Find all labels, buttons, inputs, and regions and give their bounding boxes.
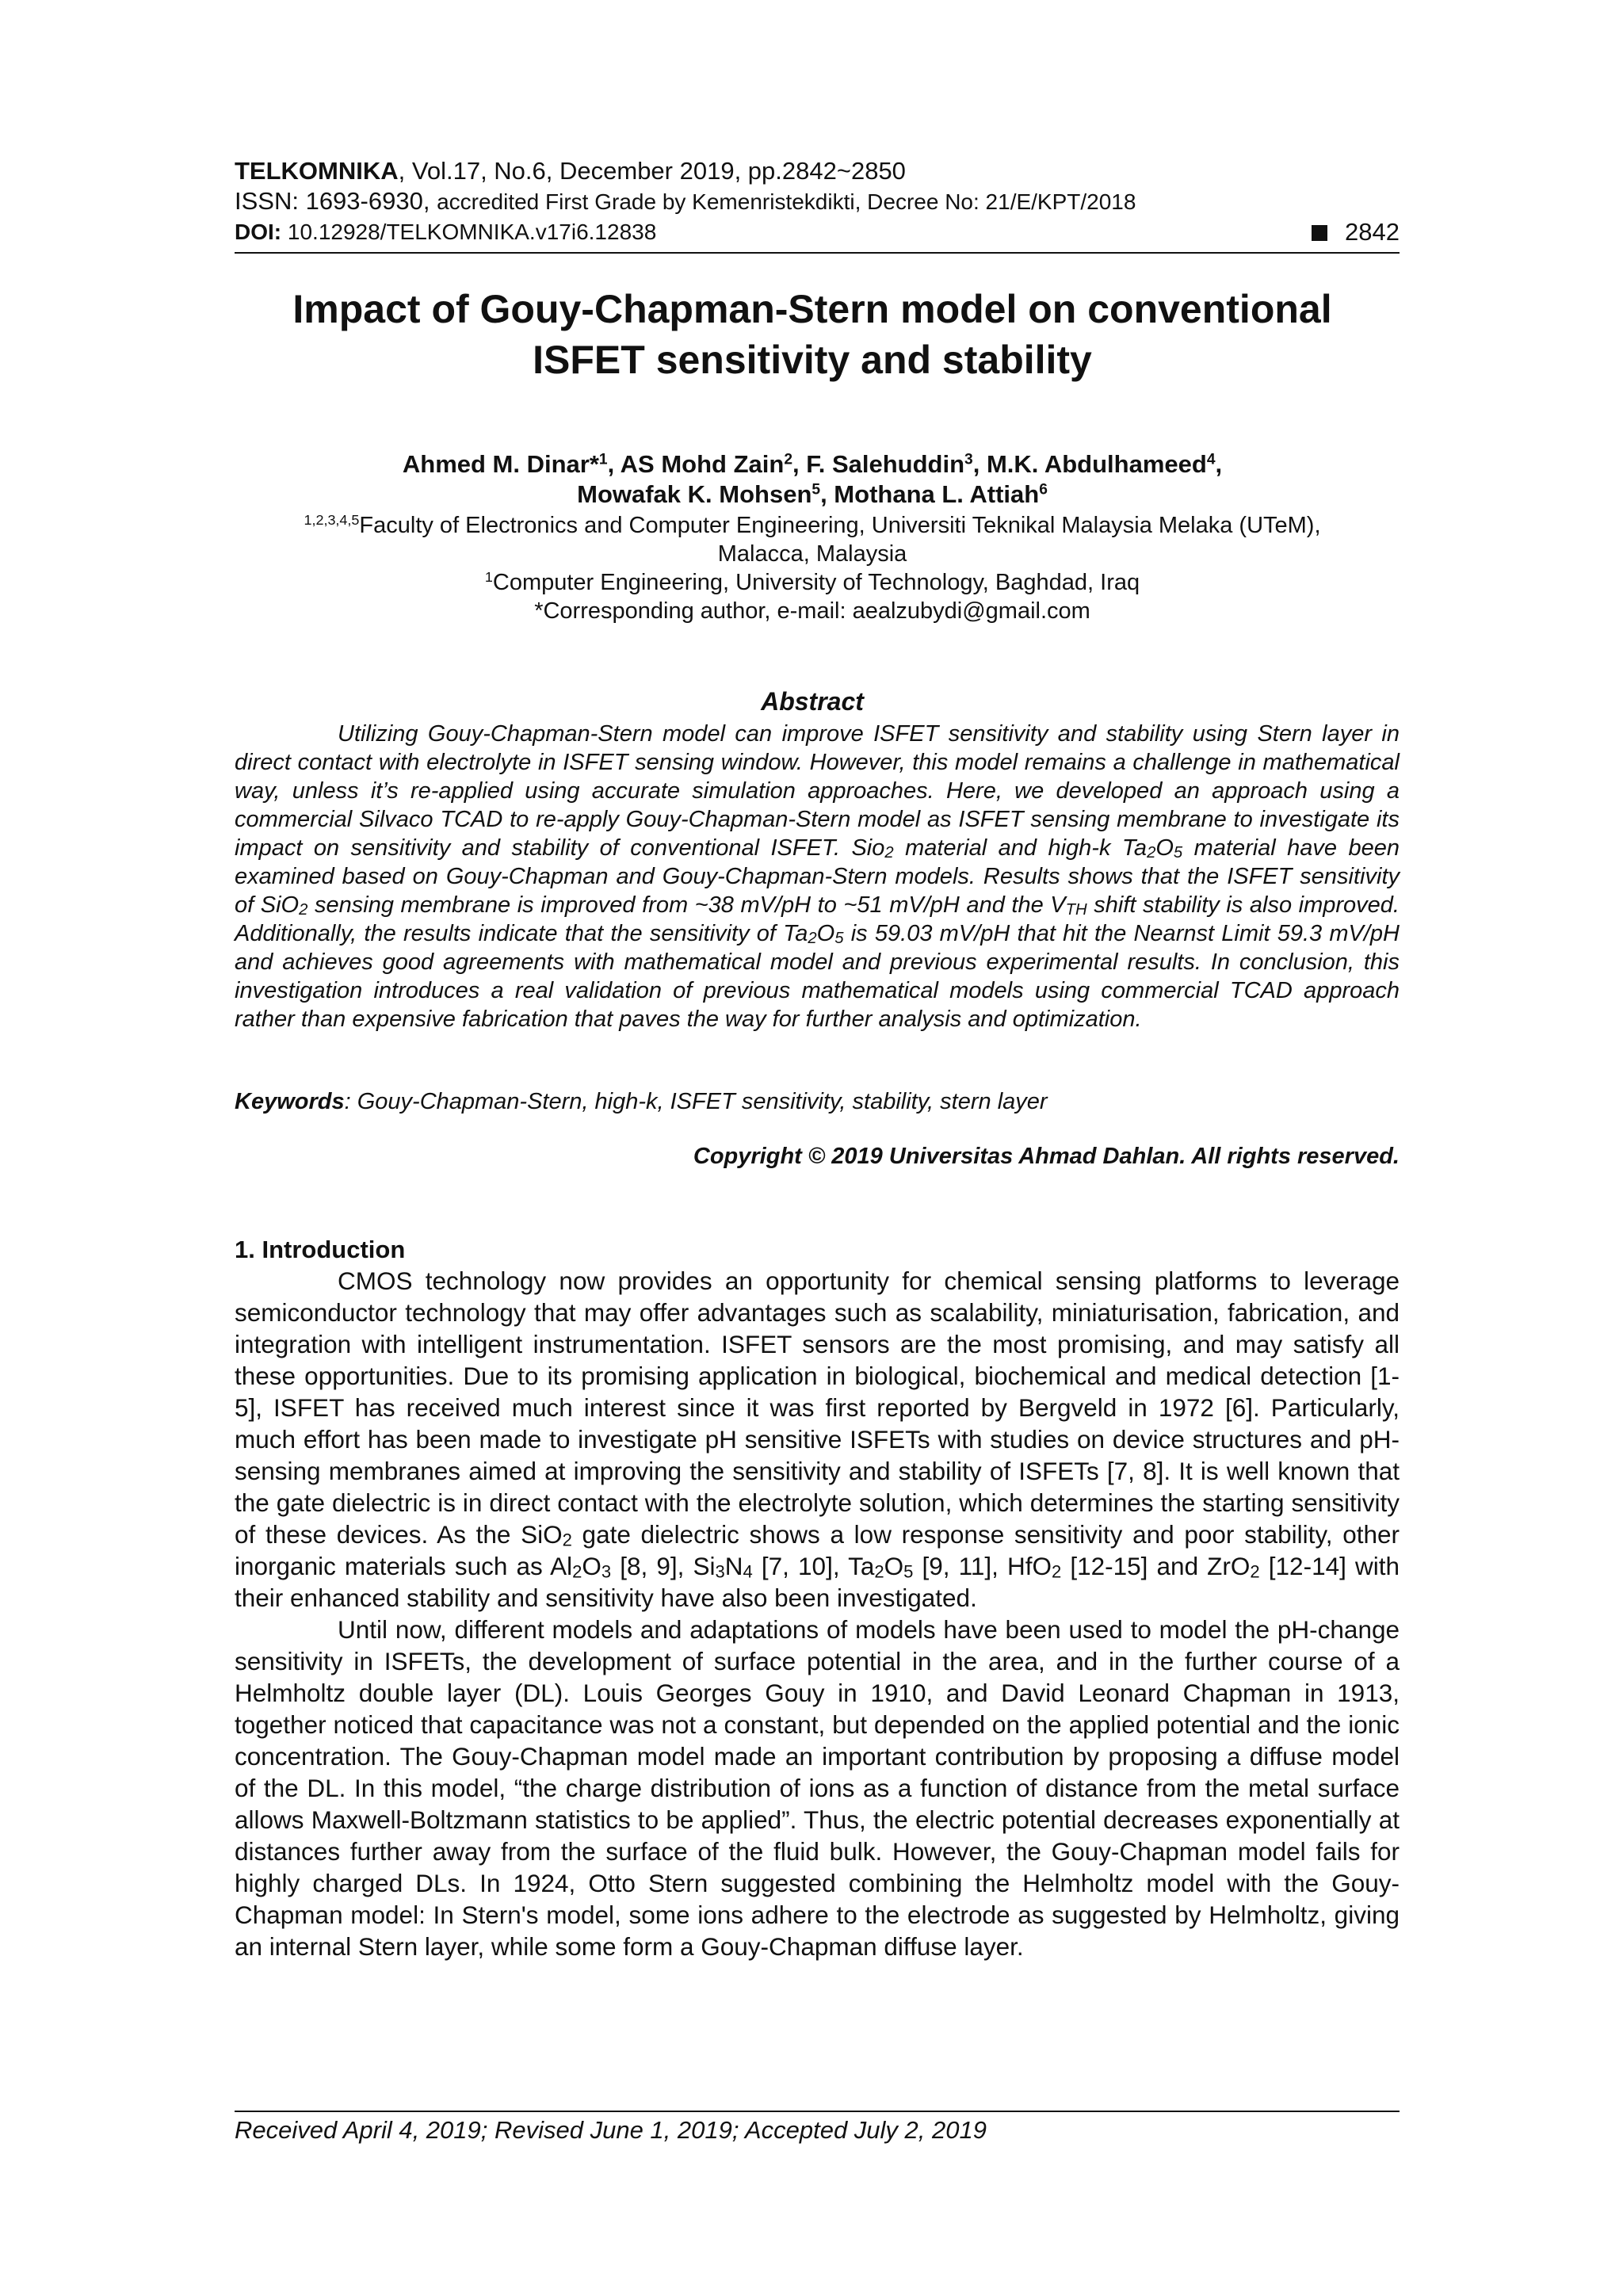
keywords-text: : Gouy-Chapman-Stern, high-k, ISFET sensitivity, stability, stern layer: [344, 1089, 1048, 1114]
keywords-label: Keywords: [235, 1089, 345, 1114]
header-rule: [235, 252, 1400, 254]
section-body: [235, 1265, 1400, 1962]
corresponding-author: *Corresponding author, e-mail: aealzubydi@gmail.com: [534, 598, 1090, 624]
author-3: , F. Salehuddin: [792, 450, 965, 478]
doi-line: [235, 217, 1400, 247]
author-6: , Mothana L. Attiah: [820, 480, 1040, 508]
keywords: [235, 1087, 1400, 1116]
doi: 10.12928/TELKOMNIKA.v17i6.12838: [281, 220, 657, 244]
author-1: Ahmed M. Dinar*: [402, 450, 599, 478]
title-line-2: ISFET sensitivity and stability: [533, 338, 1092, 382]
issn: ISSN: 1693-6930,: [235, 187, 437, 215]
section-heading: 1. Introduction: [235, 1236, 406, 1263]
doi-label: DOI:: [235, 220, 282, 244]
accreditation: accredited First Grade by Kemenristekdikti, Decree No: 21/E/KPT/2018: [437, 189, 1136, 214]
journal-volume: , Vol.17, No.6, December 2019, pp.2842~2850: [398, 157, 906, 185]
title-line-1: Impact of Gouy-Chapman-Stern model on conventional: [292, 287, 1332, 331]
author-1-sup: 1: [598, 451, 608, 468]
paragraph-1: CMOS technology now provides an opportunity for chemical sensing platforms to leverage semiconductor technology that may offer advantages such as scalability, miniaturisation, fabrication, and integration with intelligent instrumentation. ISFET sensors are the most promising, and may satisfy all these opportunities. Due to its promising application in biological, biochemical and medical detection [1-5], ISFET has received much interest since it was first reported by Bergveld in 1972 [6]. Particularly, much effort has been made to investigate pH sensitive ISFETs with studies on device structures and pH-sensing membranes aimed at improving the sensitivity and stability of ISFETs [7, 8]. It is well known that the gate dielectric is in direct contact with the electrolyte solution, which determines the starting sensitivity of these devices. As the SiO$_2$ gate dielectric shows a low response sensitivity and poor stability, other inorganic materials such as $Al_2O_3$ [8, 9], $Si_3N_4$ [7, 10], $Ta_2O_5$ [9, 11], HfO$_2$ [12-15] and ZrO$_2$ [12-14] with their enhanced stability and sensitivity have also been investigated.: [235, 1266, 1400, 1612]
author-2: , AS Mohd Zain: [607, 450, 785, 478]
affiliation-2: [222, 568, 1403, 597]
affiliation-1-sup: 1,2,3,4,5: [304, 512, 360, 529]
copyright: Copyright © 2019 Universitas Ahmad Dahlan. All rights reserved.: [693, 1144, 1400, 1169]
author-list: [222, 449, 1403, 510]
journal-line: [235, 156, 1400, 186]
authors-line-2: [222, 479, 1403, 510]
abstract-heading: Abstract: [761, 687, 864, 716]
square-bullet-icon: [1312, 225, 1327, 241]
running-header: [235, 156, 1400, 247]
affiliations: [222, 511, 1403, 625]
author-5: Mowafak K. Mohsen: [577, 480, 812, 508]
footer-rule: [235, 2111, 1400, 2112]
affiliation-1-location: Malacca, Malaysia: [717, 541, 907, 567]
paragraph-2: Until now, different models and adaptations of models have been used to model the pH-change sensitivity in ISFETs, the development of surface potential in the area, and in the further course of a Helmholtz double layer (DL). Louis Georges Gouy in 1910, and David Leonard Chapman in 1913, together noticed that capacitance was not a constant, but depended on the applied potential and the ionic concentration. The Gouy-Chapman model made an important contribution by proposing a diffuse model of the DL. In this model, “the charge distribution of ions as a function of distance from the metal surface allows Maxwell-Boltzmann statistics to be applied”. Thus, the electric potential decreases exponentially at distances further away from the surface of the fluid bulk. However, the Gouy-Chapman model fails for highly charged DLs. In 1924, Otto Stern suggested combining the Helmholtz model with the Gouy-Chapman model: In Stern's model, some ions adhere to the electrode as suggested by Helmholtz, giving an internal Stern layer, while some form a Gouy-Chapman diffuse layer.: [235, 1615, 1400, 1961]
footer-dates: Received April 4, 2019; Revised June 1, 2019; Accepted July 2, 2019: [235, 2116, 987, 2144]
authors-line-1: [222, 449, 1403, 479]
journal-name: TELKOMNIKA: [235, 157, 399, 185]
page-number: 2842: [1345, 218, 1400, 246]
paper-title: [222, 284, 1403, 385]
author-6-sup: 6: [1039, 481, 1048, 499]
abstract-text: Utilizing Gouy-Chapman-Stern model can improve ISFET sensitivity and stability using Stern layer in direct contact with electrolyte in ISFET sensing window. However, this model remains a challenge in mathematical way, unless it’s re-applied using accurate simulation approaches. Here, we developed an approach using a commercial Silvaco TCAD to re-apply Gouy-Chapman-Stern model as ISFET sensing membrane to investigate its impact on sensitivity and stability of conventional ISFET. Sio$_2$ material and high-k $Ta_2O_5$ material have been examined based on Gouy-Chapman and Gouy-Chapman-Stern models. Results shows that the ISFET sensitivity of SiO$_2$ sensing membrane is improved from ~38 mV/pH to ~51 mV/pH and the $V_{TH}$ shift stability is also improved. Additionally, the results indicate that the sensitivity of $Ta_2O_5$ is 59.03 mV/pH that hit the Nearnst Limit 59.3 mV/pH and achieves good agreements with mathematical model and previous experimental results. In conclusion, this investigation introduces a real validation of previous mathematical models using commercial TCAD approach rather than expensive fabrication that paves the way for further analysis and optimization.: [235, 721, 1400, 1032]
author-5-sup: 5: [812, 481, 821, 499]
author-4-comma: ,: [1215, 450, 1223, 478]
author-4: , M.K. Abdulhameed: [972, 450, 1207, 478]
author-2-sup: 2: [784, 451, 793, 468]
affiliation-2-text: Computer Engineering, University of Technology, Baghdad, Iraq: [492, 570, 1140, 595]
affiliation-2-sup: 1: [484, 569, 493, 586]
affiliation-1: [222, 511, 1403, 540]
author-3-sup: 3: [964, 451, 973, 468]
issn-line: [235, 186, 1400, 217]
affiliation-1-text: Faculty of Electronics and Computer Engineering, Universiti Teknikal Malaysia Melaka (UTeM),: [359, 513, 1321, 538]
author-4-sup: 4: [1206, 451, 1216, 468]
